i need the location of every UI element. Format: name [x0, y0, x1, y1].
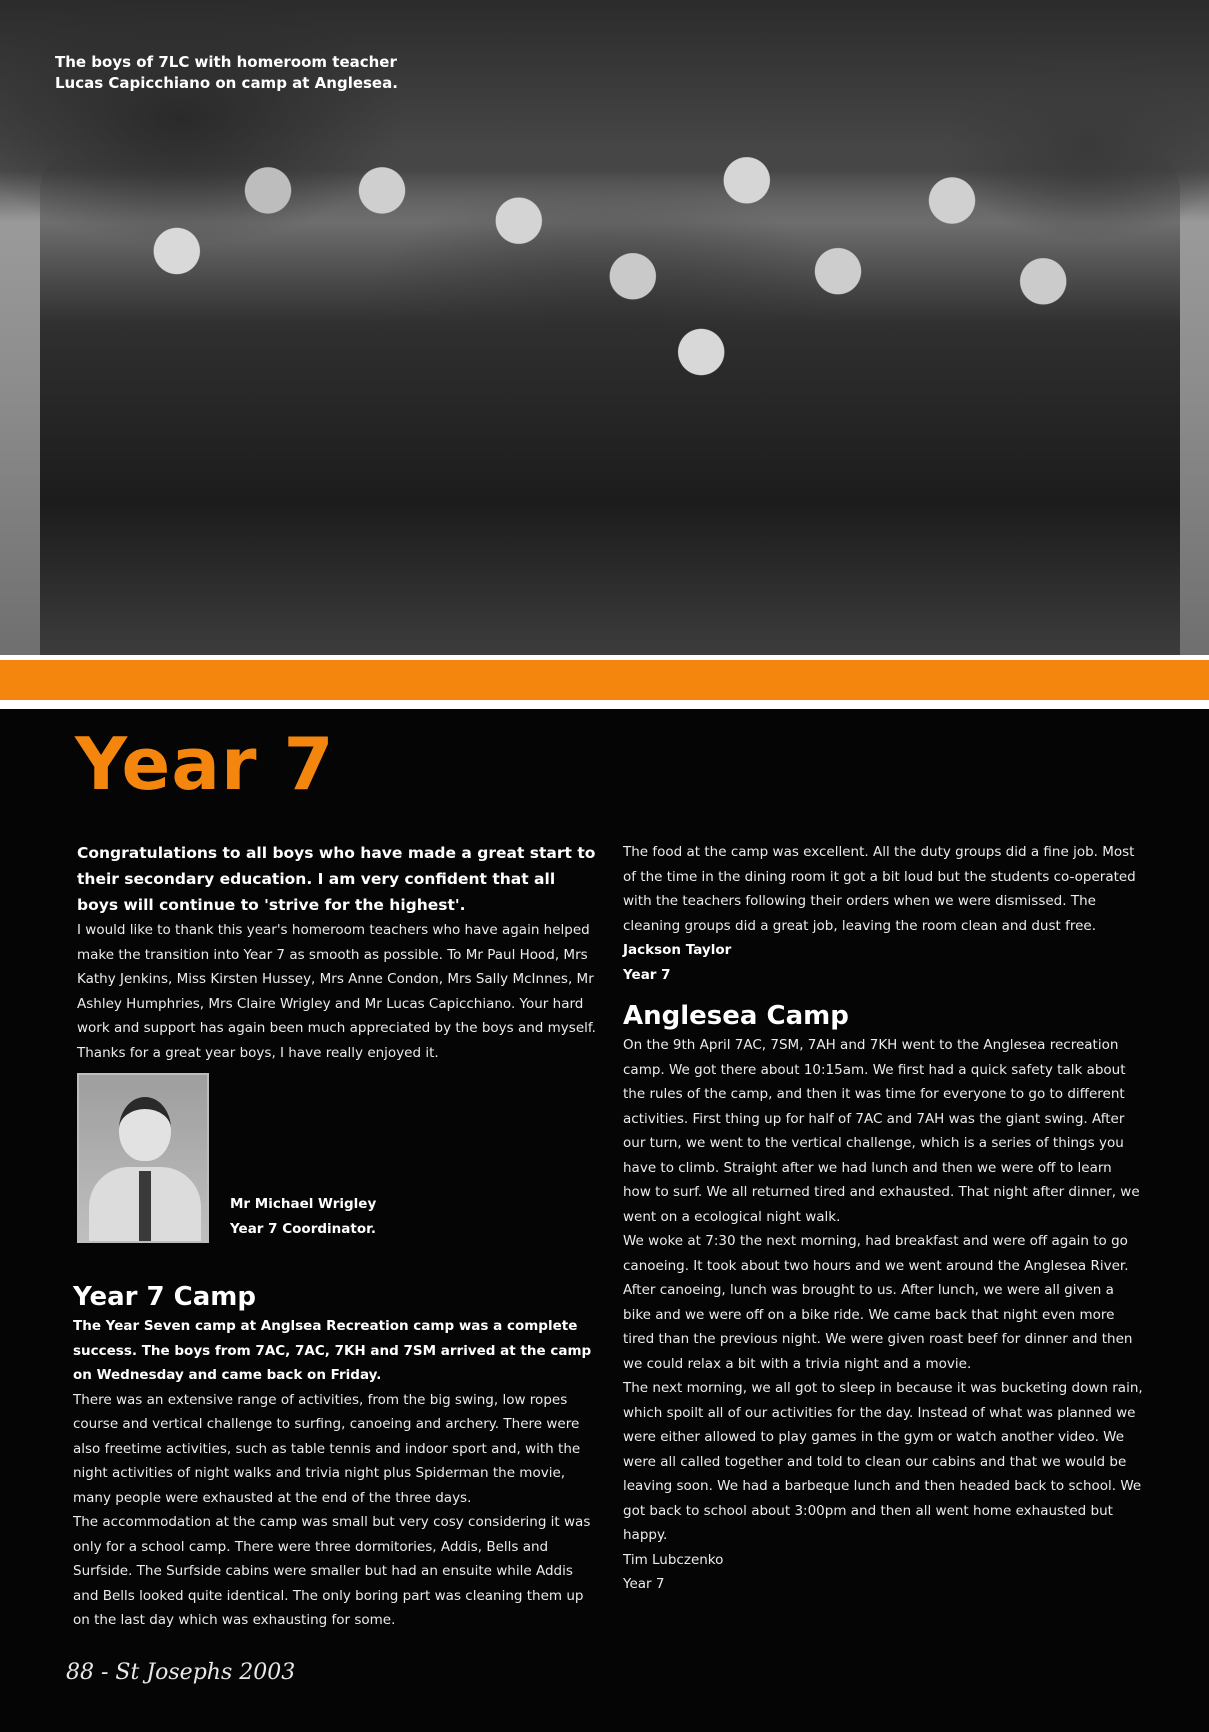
anglesea-heading: Anglesea Camp	[623, 1001, 849, 1031]
photo-caption	[55, 52, 435, 94]
page-footer: 88 - St Josephs 2003	[66, 1660, 296, 1685]
students-group	[40, 150, 1180, 655]
page-title: Year 7	[75, 722, 335, 806]
intro-column	[77, 840, 597, 1065]
photo-caption-line-1: The boys of 7LC with homeroom teacher	[55, 53, 397, 71]
camp-lead: The Year Seven camp at Anglsea Recreation camp was a complete success. The boys from 7AC, 7AC, 7KH and 7SM arrived at the camp on Wednesday and came back on Friday.	[73, 1318, 592, 1383]
food-author: Jackson Taylor	[623, 942, 732, 958]
food-paragraph: The food at the camp was excellent. All the duty groups did a fine job. Most of the time in the dining room it got a bit loud but the students co-operated with the teachers following their orders when we were dismissed. The cleaning groups did a great job, leaving the room clean and dust free.	[623, 844, 1136, 934]
portrait-head	[119, 1097, 171, 1161]
portrait-tie	[139, 1171, 151, 1241]
right-column	[623, 840, 1143, 1597]
anglesea-year: Year 7	[623, 1576, 665, 1592]
camp-paragraph-2: The accommodation at the camp was small but very cosy considering it was only for a school camp. There were three dormitories, Addis, Bells and Surfside. The Surfside cabins were smaller but had an ensuite while Addis and Bells looked quite identical. The only boring part was cleaning them up on the last day which was exhausting for some.	[73, 1514, 591, 1628]
group-photo	[0, 0, 1209, 655]
anglesea-paragraph-3: The next morning, we all got to sleep in because it was bucketing down rain, which spoilt all of our activities for the day. Instead of what was planned we were either allowed to play games in the gym or watch another video. We were all called together and told to clean our cabins and that we would be leaving soon. We had a barbeque lunch and then headed back to school. We got back to school about 3:00pm and then all went home exhausted but happy.	[623, 1380, 1143, 1543]
signature-role: Year 7 Coordinator.	[230, 1220, 376, 1237]
intro-body: I would like to thank this year's homeroom teachers who have again helped make the transition into Year 7 as smooth as possible. To Mr Paul Hood, Mrs Kathy Jenkins, Miss Kirsten Hussey, Mrs Anne Condon, Mrs Sally McInnes, Mr Ashley Humphries, Mrs Claire Wrigley and Mr Lucas Capicchiano. Your hard work and support has again been much appreciated by the boys and myself. Thanks for a great year boys, I have really enjoyed it.	[77, 922, 596, 1061]
divider-orange	[0, 660, 1209, 700]
anglesea-author: Tim Lubczenko	[623, 1551, 724, 1568]
coordinator-portrait	[77, 1073, 209, 1243]
camp-heading: Year 7 Camp	[73, 1282, 256, 1312]
anglesea-paragraph-2: We woke at 7:30 the next morning, had breakfast and were off again to go canoeing. It took about two hours and we went around the Anglesea River. After canoeing, lunch was brought to us. After lunch, we were all given a bike and we were off on a bike ride. We came back that night even more tired than the previous night. We were given roast beef for dinner and then we could relax a bit with a trivia night and a movie.	[623, 1233, 1133, 1372]
food-year: Year 7	[623, 966, 671, 983]
camp-paragraph-1: There was an extensive range of activities, from the big swing, low ropes course and vertical challenge to surfing, canoeing and archery. There were also freetime activities, such as table tennis and indoor sport and, with the night activities of night walks and trivia night plus Spiderman the movie, many people were exhausted at the end of the three days.	[73, 1391, 581, 1506]
camp-column	[73, 1280, 598, 1633]
anglesea-paragraph-1: On the 9th April 7AC, 7SM, 7AH and 7KH went to the Anglesea recreation camp. We got there about 10:15am. We first had a quick safety talk about the rules of the camp, and then it was time for everyone to go to different activities. First thing up for half of 7AC and 7AH was the giant swing. After our turn, we went to the vertical challenge, which is a series of things you have to climb. Straight after we had lunch and then we were off to learn how to surf. We all returned tired and exhausted. That night after dinner, we went on a ecological night walk.	[623, 1037, 1140, 1225]
coordinator-signature	[230, 1192, 376, 1241]
intro-lead: Congratulations to all boys who have made a great start to their secondary education. I am very confident that all boys will continue to 'strive for the highest'.	[77, 844, 596, 914]
photo-caption-line-2: Lucas Capicchiano on camp at Anglesea.	[55, 74, 398, 92]
signature-name: Mr Michael Wrigley	[230, 1196, 377, 1212]
divider-white-bottom	[0, 700, 1209, 709]
